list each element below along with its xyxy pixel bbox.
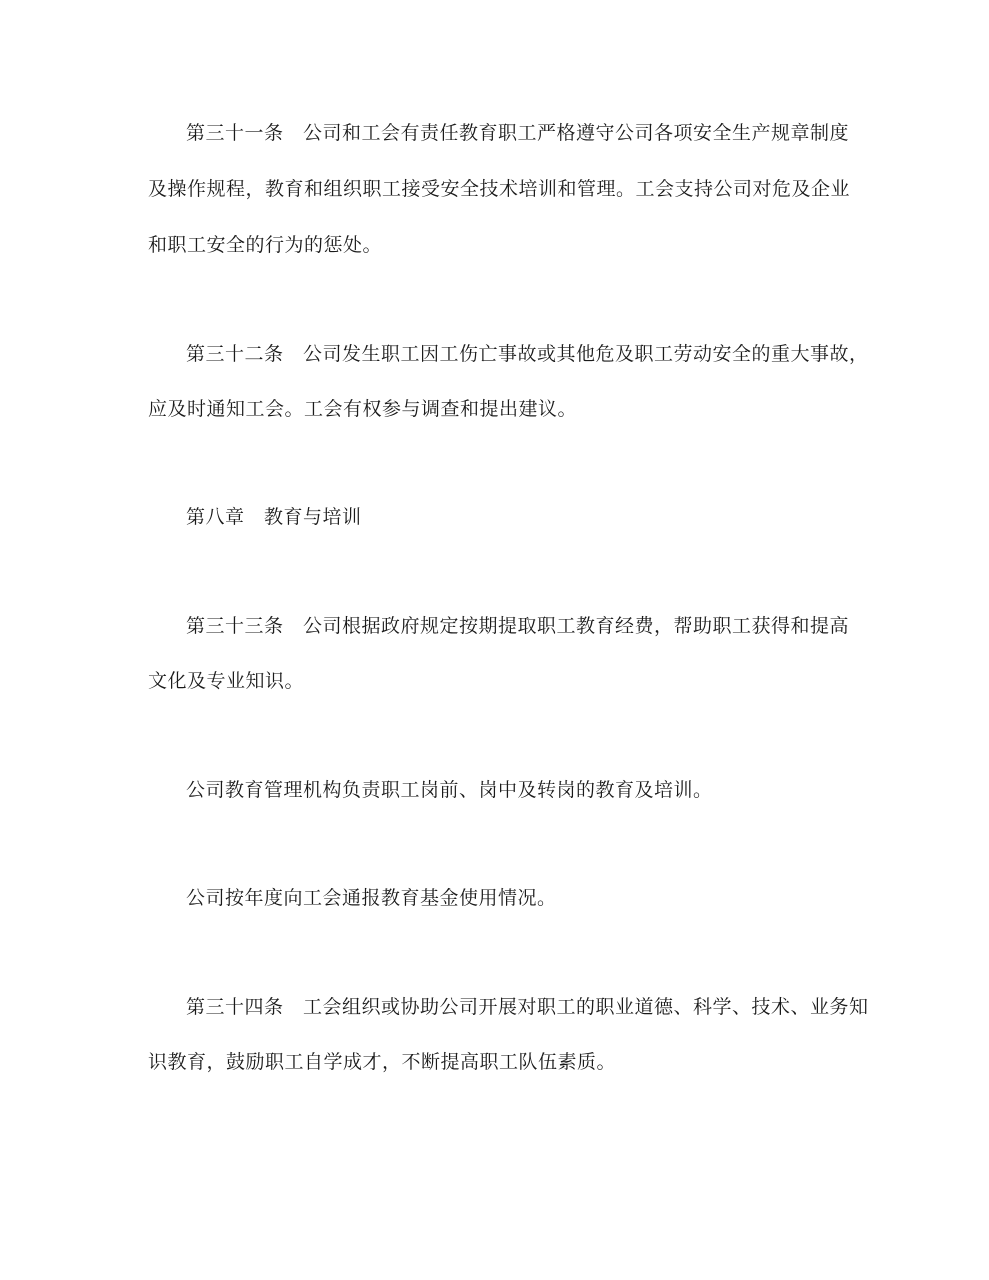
article-33-line-1: 第三十三条 公司根据政府规定按期提取职工教育经费，帮助职工获得和提高 — [186, 615, 850, 637]
chapter-8-heading: 第八章 教育与培训 — [186, 506, 362, 528]
paragraph-education-training: 公司教育管理机构负责职工岗前、岗中及转岗的教育及培训。 — [186, 779, 713, 801]
article-31-line-2: 及操作规程，教育和组织职工接受安全技术培训和管理。工会支持公司对危及企业 — [148, 178, 851, 200]
article-32-line-2: 应及时通知工会。工会有权参与调查和提出建议。 — [148, 398, 578, 420]
article-33-line-2: 文化及专业知识。 — [148, 670, 305, 692]
article-34-line-2: 识教育，鼓励职工自学成才，不断提高职工队伍素质。 — [148, 1051, 617, 1073]
article-32-line-1: 第三十二条 公司发生职工因工伤亡事故或其他危及职工劳动安全的重大事故， — [186, 343, 869, 365]
article-34-line-1: 第三十四条 工会组织或协助公司开展对职工的职业道德、科学、技术、业务知 — [186, 996, 869, 1018]
paragraph-education-fund: 公司按年度向工会通报教育基金使用情况。 — [186, 887, 557, 909]
article-31-line-3: 和职工安全的行为的惩处。 — [148, 234, 383, 256]
article-31-line-1: 第三十一条 公司和工会有责任教育职工严格遵守公司各项安全生产规章制度 — [186, 122, 850, 144]
